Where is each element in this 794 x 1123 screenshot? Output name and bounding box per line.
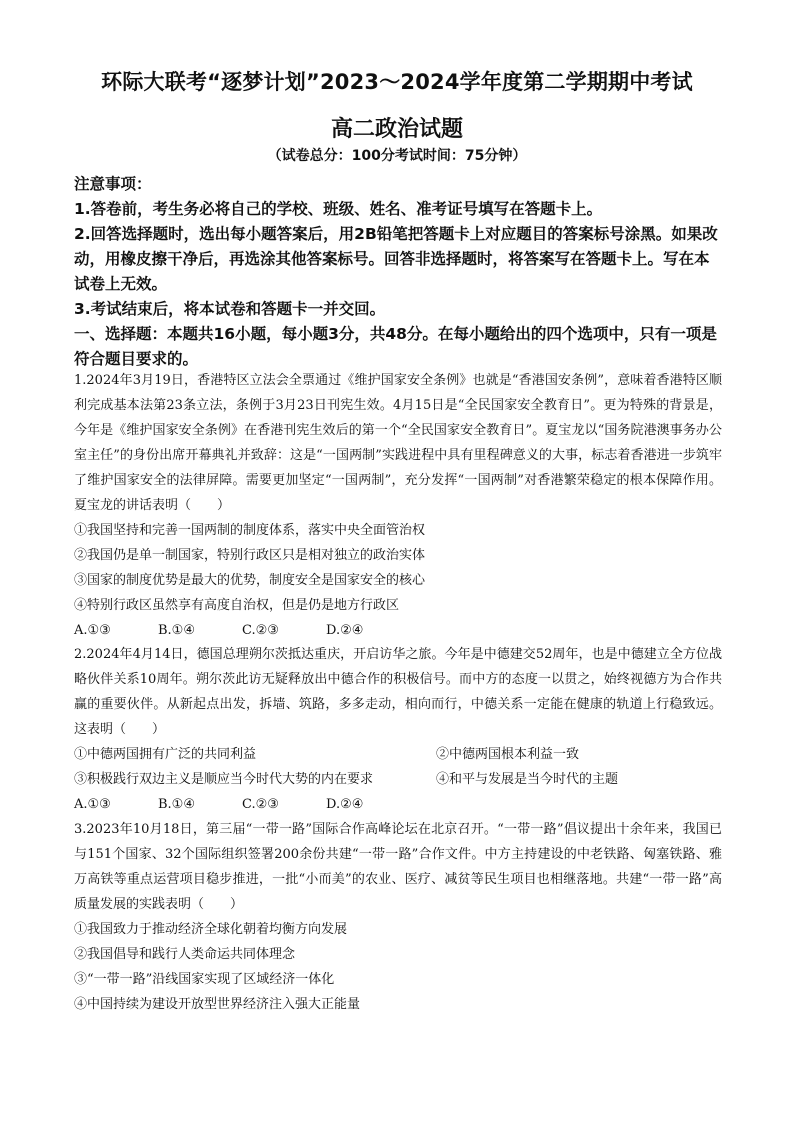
notice-section xyxy=(74,172,722,372)
answer-choices xyxy=(74,792,722,817)
answer-d: D.②④ xyxy=(326,623,364,638)
answer-a: A.①③ xyxy=(74,797,111,812)
notice-item-1: 1.答卷前，考生务必将自己的学校、班级、姓名、准考证号填写在答题卡上。 xyxy=(74,200,603,218)
option-4: ④和平与发展是当今时代的主题 xyxy=(436,772,619,787)
option-2: ②我国仍是单一制国家，特别行政区只是相对独立的政治实体 xyxy=(74,548,426,563)
question-2 xyxy=(74,642,722,817)
option-4: ④中国持续为建设开放型世界经济注入强大正能量 xyxy=(74,997,361,1012)
option-1: ①中德两国拥有广泛的共同利益 xyxy=(74,747,257,762)
option-row-2 xyxy=(74,767,722,792)
exam-subtitle: 高二政治试题 xyxy=(330,117,463,142)
option-row-1 xyxy=(74,742,722,767)
option-3: ③积极践行双边主义是顺应当今时代大势的内在要求 xyxy=(74,772,374,787)
notice-item-3: 3.考试结束后，将本试卷和答题卡一并交回。 xyxy=(74,300,386,318)
notice-item-2: 2.回答选择题时，选出每小题答案后，用2B铅笔把答题卡上对应题目的答案标号涂黑。如果改动，用橡皮擦干净后，再选涂其他答案标号。回答非选择题时，将答案写在答题卡上。写在本试卷上无效。 xyxy=(74,225,718,293)
notice-heading: 注意事项： xyxy=(74,175,152,193)
question-stem: 1.2024年3月19日，香港特区立法会全票通过《维护国家安全条例》也就是“香港国安条例”，意味着香港特区顺利完成基本法第23条立法，条例于3月23日刊宪生效。4月15日是“全民国家安全教育日”。更为特殊的背景是，今年是《维护国家安全条例》在香港刊宪生效后的第一个“全民国家安全教育日”。夏宝龙以“国务院港澳事务办公室主任”的身份出席开幕典礼并致辞：这是“一国两制”实践进程中具有里程碑意义的大事，标志着香港进一步筑牢了维护国家安全的法律屏障。需要更加坚定“一国两制”，充分发挥“一国两制”对香港繁荣稳定的根本保障作用。夏宝龙的讲话表明（ ） xyxy=(74,373,722,513)
answer-d: D.②④ xyxy=(326,797,364,812)
section-heading: 一、选择题：本题共16小题，每小题3分，共48分。在每小题给出的四个选项中，只有一项是符合题目要求的。 xyxy=(74,325,717,368)
question-3 xyxy=(74,817,722,1017)
option-2: ②中德两国根本利益一致 xyxy=(436,747,580,762)
option-2: ②我国倡导和践行人类命运共同体理念 xyxy=(74,947,296,962)
option-3: ③国家的制度优势是最大的优势，制度安全是国家安全的核心 xyxy=(74,573,426,588)
answer-b: B.①④ xyxy=(158,623,195,638)
exam-meta: （试卷总分：100分考试时间：75分钟） xyxy=(267,148,527,164)
question-stem: 3.2023年10月18日，第三届“一带一路”国际合作高峰论坛在北京召开。“一带一路”倡议提出十余年来，我国已与151个国家、32个国际组织签署200余份共建“一带一路”合作文件。中方主持建设的中老铁路、匈塞铁路、雅万高铁等重点运营项目稳步推进，一批“小而美”的农业、医疗、减贫等民生项目也相继落地。共建“一带一路”高质量发展的实践表明（ ） xyxy=(74,822,722,912)
option-4: ④特别行政区虽然享有高度自治权，但是仍是地方行政区 xyxy=(74,598,400,613)
answer-a: A.①③ xyxy=(74,623,111,638)
option-1: ①我国坚持和完善一国两制的制度体系，落实中央全面管治权 xyxy=(74,523,426,538)
question-stem: 2.2024年4月14日，德国总理朔尔茨抵达重庆，开启访华之旅。今年是中德建交52周年，也是中德建立全方位战略伙伴关系10周年。朔尔茨此访无疑释放出中德合作的积极信号。而中方的态度一以贯之，始终视德方为合作共赢的重要伙伴。从新起点出发，拆墙、筑路，多多走动，相向而行，中德关系一定能在健康的轨道上行稳致远。这表明（ ） xyxy=(74,647,722,737)
answer-b: B.①④ xyxy=(158,797,195,812)
answer-choices xyxy=(74,618,722,643)
option-3: ③“一带一路”沿线国家实现了区域经济一体化 xyxy=(74,972,335,987)
option-1: ①我国致力于推动经济全球化朝着均衡方向发展 xyxy=(74,922,348,937)
question-1 xyxy=(74,368,722,643)
answer-c: C.②③ xyxy=(242,797,279,812)
answer-c: C.②③ xyxy=(242,623,279,638)
exam-title: 环际大联考“逐梦计划”2023～2024学年度第二学期期中考试 xyxy=(101,70,693,94)
